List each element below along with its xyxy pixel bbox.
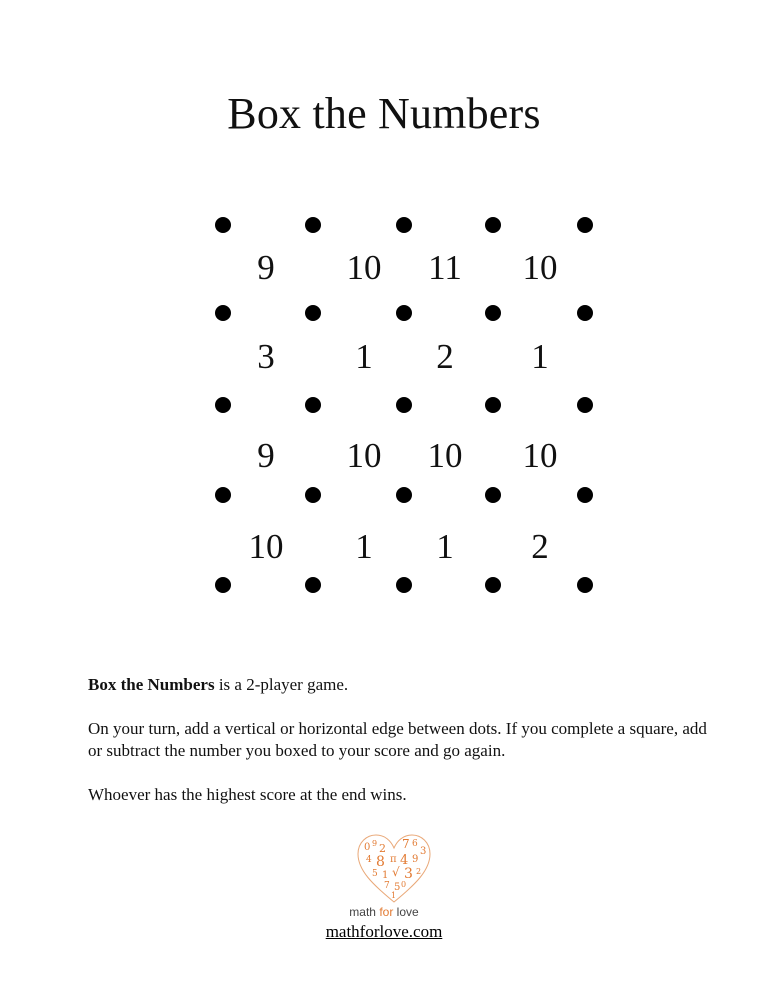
rules-turn: On your turn, add a vertical or horizontal edge between dots. If you complete a square, add or subtract the number you boxed to your score and go again. bbox=[88, 719, 707, 760]
grid-dot[interactable] bbox=[396, 577, 412, 593]
svg-text:8: 8 bbox=[376, 854, 385, 870]
grid-dot[interactable] bbox=[577, 217, 593, 233]
box-number: 1 bbox=[436, 527, 454, 566]
grid-dot[interactable] bbox=[577, 397, 593, 413]
grid-dot[interactable] bbox=[485, 397, 501, 413]
svg-text:6: 6 bbox=[412, 839, 418, 849]
heart-of-numbers-icon bbox=[354, 832, 434, 904]
svg-text:4: 4 bbox=[366, 855, 372, 865]
box-number: 1 bbox=[355, 527, 373, 566]
svg-text:√: √ bbox=[392, 865, 400, 879]
svg-text:7: 7 bbox=[384, 881, 390, 891]
grid-dot[interactable] bbox=[485, 217, 501, 233]
grid-dot[interactable] bbox=[485, 487, 501, 503]
logo-word-math: math bbox=[349, 905, 380, 919]
grid-dot[interactable] bbox=[485, 577, 501, 593]
box-number: 1 bbox=[531, 337, 549, 376]
svg-text:7: 7 bbox=[402, 837, 410, 851]
svg-text:9: 9 bbox=[372, 839, 378, 848]
svg-text:π: π bbox=[390, 854, 397, 865]
svg-text:2: 2 bbox=[379, 842, 386, 855]
grid-dot[interactable] bbox=[396, 305, 412, 321]
page-title: Box the Numbers bbox=[227, 89, 541, 138]
rules-text bbox=[88, 674, 708, 828]
grid-dot[interactable] bbox=[577, 487, 593, 503]
grid-dot[interactable] bbox=[305, 397, 321, 413]
game-name: Box the Numbers bbox=[88, 675, 215, 694]
svg-text:9: 9 bbox=[412, 854, 419, 865]
svg-text:1: 1 bbox=[382, 870, 389, 881]
grid-dot[interactable] bbox=[577, 577, 593, 593]
grid-dot[interactable] bbox=[305, 487, 321, 503]
logo-wordmark bbox=[0, 905, 768, 919]
grid-dot[interactable] bbox=[215, 397, 231, 413]
box-number: 1 bbox=[355, 337, 373, 376]
logo-word-love: love bbox=[393, 905, 419, 919]
box-number: 9 bbox=[257, 436, 275, 475]
svg-text:3: 3 bbox=[420, 846, 427, 857]
svg-text:0: 0 bbox=[364, 842, 371, 853]
box-number: 2 bbox=[436, 337, 454, 376]
site-link[interactable]: mathforlove.com bbox=[325, 922, 443, 941]
grid-dot[interactable] bbox=[215, 305, 231, 321]
box-number: 2 bbox=[531, 527, 549, 566]
grid-dot[interactable] bbox=[396, 397, 412, 413]
logo-word-for: for bbox=[379, 905, 394, 919]
grid-dot[interactable] bbox=[305, 305, 321, 321]
grid-dot[interactable] bbox=[305, 217, 321, 233]
box-number: 10 bbox=[522, 436, 558, 475]
svg-text:4: 4 bbox=[400, 853, 409, 868]
box-number: 3 bbox=[257, 337, 275, 376]
grid-dot[interactable] bbox=[577, 305, 593, 321]
grid-dot[interactable] bbox=[305, 577, 321, 593]
svg-text:5: 5 bbox=[372, 869, 378, 879]
box-number: 10 bbox=[346, 436, 382, 475]
box-number: 10 bbox=[346, 248, 382, 287]
rules-win: Whoever has the highest score at the end wins. bbox=[88, 785, 407, 804]
grid-dot[interactable] bbox=[215, 217, 231, 233]
box-number: 9 bbox=[257, 248, 275, 287]
grid-dot[interactable] bbox=[396, 217, 412, 233]
svg-text:2: 2 bbox=[416, 867, 422, 876]
box-number: 10 bbox=[248, 527, 284, 566]
svg-text:5: 5 bbox=[394, 882, 401, 893]
rules-intro bbox=[88, 674, 708, 696]
rules-intro-rest: is a 2-player game. bbox=[214, 675, 349, 694]
box-number: 11 bbox=[428, 248, 462, 287]
grid-dot[interactable] bbox=[396, 487, 412, 503]
svg-text:3: 3 bbox=[404, 866, 413, 882]
box-number: 10 bbox=[522, 248, 558, 287]
grid-dot[interactable] bbox=[215, 577, 231, 593]
box-number: 10 bbox=[427, 436, 463, 475]
grid-dot[interactable] bbox=[485, 305, 501, 321]
svg-text:1: 1 bbox=[391, 891, 397, 900]
svg-text:0: 0 bbox=[401, 880, 407, 889]
grid-dot[interactable] bbox=[215, 487, 231, 503]
